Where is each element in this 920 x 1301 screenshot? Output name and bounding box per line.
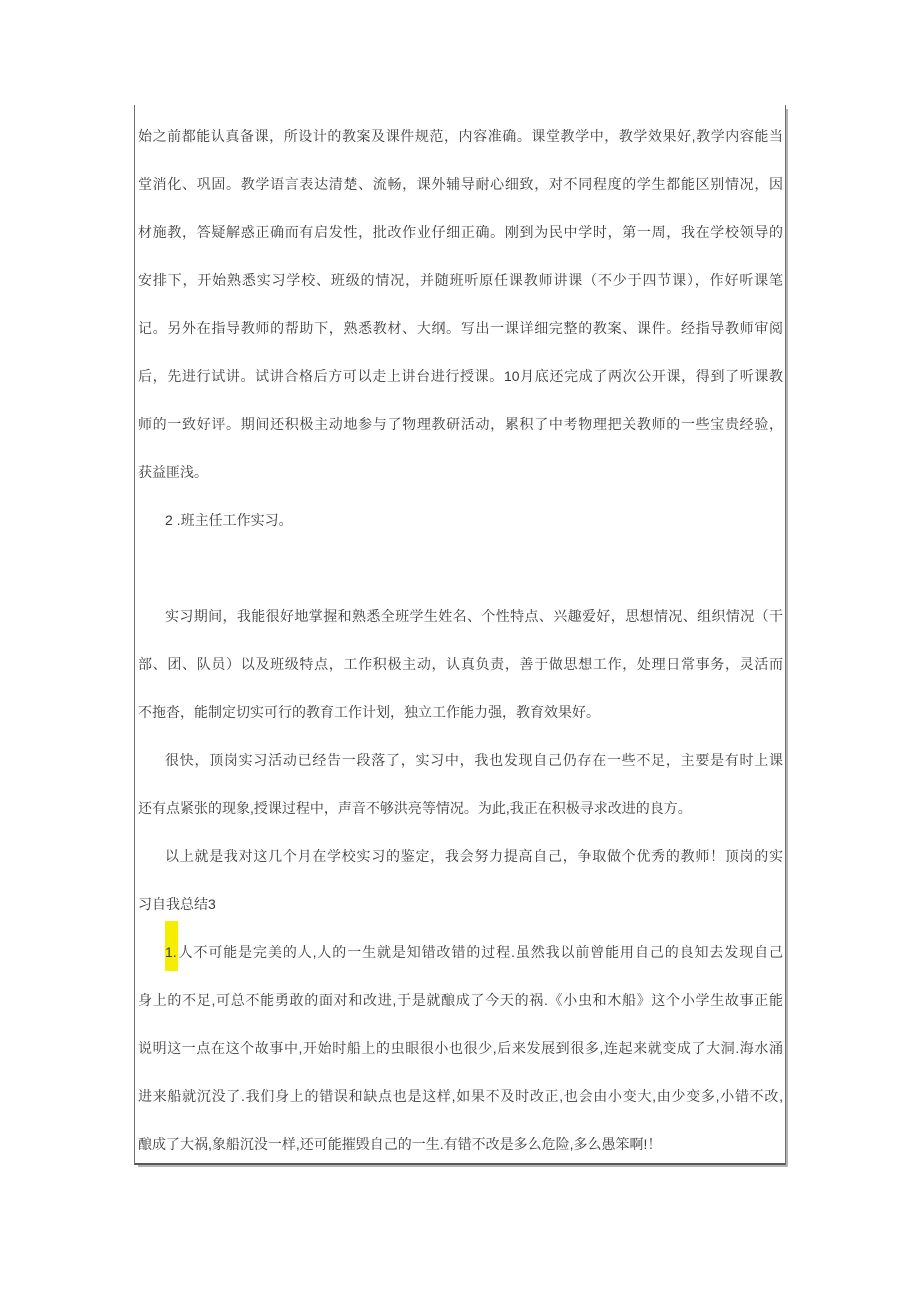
text-line: 进来船就沉没了.我们身上的错误和缺点也是这样,如果不及时改正,也会由小变大,由少变多,小错不改, [138, 1088, 783, 1104]
text-line: 习自我总结3 [138, 896, 216, 912]
text-line: 获益匪浅。 [138, 464, 208, 480]
text-line: 1.人不可能是完美的人,人的一生就是知错改错的过程.虽然我以前曾能用自己的良知去发现自己 [135, 923, 785, 971]
text-line: 2 .班主任工作实习。 [165, 512, 293, 528]
text-line: 部、团、队员）以及班级特点，工作积极主动，认真负责，善于做思想工作，处理日常事务，灵活而 [138, 656, 783, 672]
text-line: 很快，顶岗实习活动已经告一段落了，实习中，我也发现自己仍存在一些不足，主要是有时上课 [165, 752, 783, 768]
text-line: 酿成了大祸,象船沉没一样,还可能摧毁自己的一生.有错不改是多么危险,多么愚笨啊!！ [138, 1136, 662, 1152]
text-line: 后，先进行试讲。试讲合格后方可以走上讲台进行授课。10月底还完成了两次公开课，得到了听课教 [138, 368, 783, 384]
text-line: 还有点紧张的现象,授课过程中，声音不够洪亮等情况。为此,我正在积极寻求改进的良方。 [138, 800, 692, 816]
text-line: 记。另外在指导教师的帮助下，熟悉教材、大纲。写出一课详细完整的教案、课件。经指导教师审阅 [138, 320, 783, 336]
text-line: 说明这一点在这个故事中,开始时船上的虫眼很小也很少,后来发展到很多,连起来就变成了大洞.海水涌 [138, 1040, 783, 1056]
document-text-box [134, 105, 786, 1165]
text-line: 不拖沓，能制定切实可行的教育工作计划，独立工作能力强，教育效果好。 [138, 704, 600, 720]
text-line: 以上就是我对这几个月在学校实习的鉴定，我会努力提高自己，争取做个优秀的教师！顶岗的实 [165, 848, 783, 864]
text-line: 始之前都能认真备课，所设计的教案及课件规范，内容准确。课堂教学中，教学效果好,教学内容能当 [138, 128, 783, 144]
text-line: 师的一致好评。期间还积极主动地参与了物理教研活动，累积了中考物理把关教师的一些宝贵经验， [138, 416, 783, 432]
text-line: 实习期间，我能很好地掌握和熟悉全班学生姓名、个性特点、兴趣爱好，思想情况、组织情况（干 [165, 608, 783, 624]
text-line: 身上的不足,可总不能勇敢的面对和改进,于是就酿成了今天的祸.《小虫和木船》这个小学生故事正能 [138, 992, 783, 1008]
blank-line [135, 539, 785, 587]
text-line: 堂消化、巩固。教学语言表达清楚、流畅，课外辅导耐心细致，对不同程度的学生都能区别情况，因 [138, 176, 783, 192]
highlight-mark: 1. [165, 921, 178, 971]
text-line: 安排下，开始熟悉实习学校、班级的情况，并随班听原任课教师讲课（不少于四节课），作好听课笔 [138, 272, 783, 288]
text-line: 材施教，答疑解惑正确而有启发性，批改作业仔细正确。刚到为民中学时，第一周，我在学校领导的 [138, 224, 783, 240]
